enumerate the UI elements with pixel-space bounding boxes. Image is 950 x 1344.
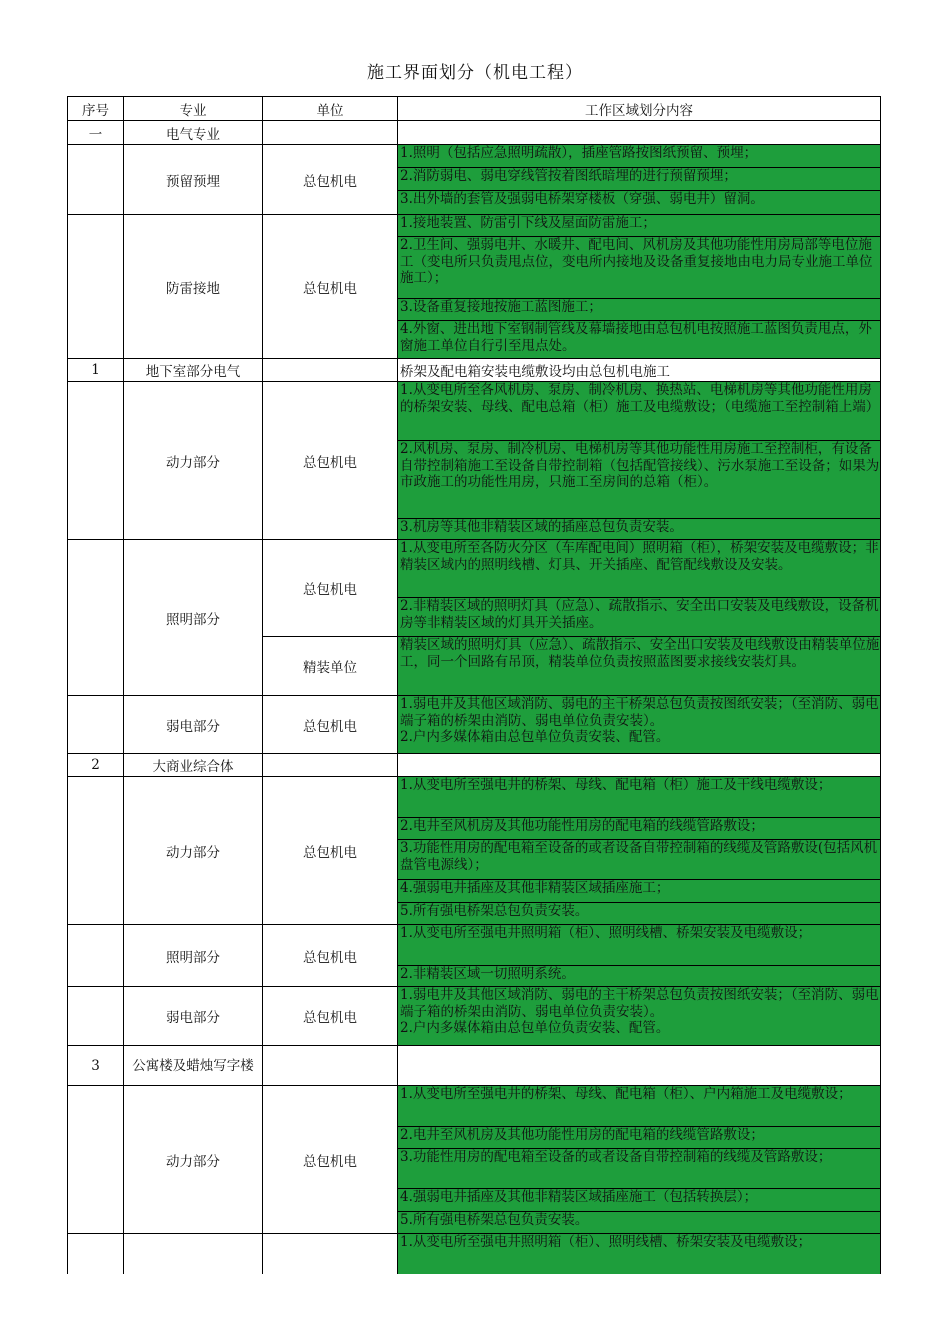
content-cell: 3.设备重复接地按施工蓝图施工； (398, 299, 881, 321)
empty-cell (263, 359, 398, 382)
table-row (68, 696, 881, 754)
unit-cell: 总包机电 (263, 987, 398, 1046)
unit-cell: 总包机电 (263, 1086, 398, 1234)
empty-cell (263, 121, 398, 145)
section-name: 地下室部分电气 (124, 359, 263, 382)
content-cell: 2.消防弱电、弱电穿线管按着图纸暗埋的进行预留预埋； (398, 168, 881, 191)
table-row (68, 1234, 881, 1274)
content-cell: 2.非精装区域的照明灯具（应急）、疏散指示、安全出口安装及电线敷设，设备机房等非精装区域的灯具开关插座。 (398, 598, 881, 637)
content-cell: 3.功能性用房的配电箱至设备的或者设备自带控制箱的线缆及管路敷设； (398, 1149, 881, 1189)
table-row (68, 540, 881, 598)
content-cell: 1.从变电所至强电井的桥架、母线、配电箱（柜）、户内箱施工及电缆敷设； (398, 1086, 881, 1127)
page-title: 施工界面划分（机电工程） (367, 63, 583, 83)
table-row (68, 382, 881, 441)
content-cell: 1.从变电所至强电井照明箱（柜）、照明线槽、桥架安装及电缆敷设； (398, 1234, 881, 1274)
section-no: 3 (68, 1046, 124, 1086)
section-row-commercial (68, 754, 881, 777)
empty-cell (68, 382, 124, 540)
unit-cell: 总包机电 (263, 777, 398, 925)
unit-cell: 总包机电 (263, 215, 398, 359)
empty-cell (68, 1086, 124, 1234)
content-cell: 1.从变电所至各防火分区（车库配电间）照明箱（柜），桥架安装及电缆敷设；非精装区域内的照明线槽、灯具、开关插座、配管配线敷设及安装。 (398, 540, 881, 598)
discipline-cell: 弱电部分 (124, 696, 263, 754)
header-unit: 单位 (263, 97, 398, 121)
table-row (68, 925, 881, 966)
empty-cell (263, 754, 398, 777)
content-cell: 4.强弱电井插座及其他非精装区域插座施工； (398, 880, 881, 903)
content-cell: 1.照明（包括应急照明疏散），插座管路按图纸预留、预埋； (398, 145, 881, 168)
section-row-electric (68, 121, 881, 145)
section-name: 大商业综合体 (124, 754, 263, 777)
unit-cell: 总包机电 (263, 145, 398, 215)
content-cell: 1.从变电所至强电井的桥架、母线、配电箱（柜）施工及干线电缆敷设； (398, 777, 881, 818)
unit-cell: 总包机电 (263, 696, 398, 754)
section-note: 桥架及配电箱安装电缆敷设均由总包机电施工 (398, 359, 881, 382)
section-name: 电气专业 (124, 121, 263, 145)
content-cell: 3.功能性用房的配电箱至设备的或者设备自带控制箱的线缆及管路敷设(包括风机盘管电源线）； (398, 840, 881, 880)
content-cell: 5.所有强电桥架总包负责安装。 (398, 1212, 881, 1234)
content-cell: 1.从变电所至各风机房、泵房、制冷机房、换热站、电梯机房等其他功能性用房的桥架安装、母线、配电总箱（柜）施工及电缆敷设；（电缆施工至控制箱上端） (398, 382, 881, 441)
content-cell: 2.卫生间、强弱电井、水暖井、配电间、风机房及其他功能性用房局部等电位施工（变电所只负责甩点位，变电所内接地及设备重复接地由电力局专业施工单位施工）； (398, 237, 881, 299)
empty-cell (68, 987, 124, 1046)
empty-cell (263, 1046, 398, 1086)
discipline-cell: 照明部分 (124, 540, 263, 696)
header-discipline: 专业 (124, 97, 263, 121)
empty-cell (398, 754, 881, 777)
content-cell: 2.风机房、泵房、制冷机房、电梯机房等其他功能性用房施工至控制柜，有设备自带控制箱施工至设备自带控制箱（包括配管接线）、污水泵施工至设备；如果为市政施工的功能性用房，只施工至房间的总箱（柜）。 (398, 441, 881, 519)
empty-cell (68, 696, 124, 754)
content-cell: 3.出外墙的套管及强弱电桥架穿楼板（穿强、弱电井）留洞。 (398, 191, 881, 215)
unit-cell: 总包机电 (263, 540, 398, 637)
empty-cell (68, 145, 124, 215)
discipline-cell: 动力部分 (124, 382, 263, 540)
table-row (68, 987, 881, 1046)
empty-cell (398, 1046, 881, 1086)
table-row (68, 215, 881, 237)
content-cell: 3.机房等其他非精装区域的插座总包负责安装。 (398, 519, 881, 540)
content-line: 1.弱电井及其他区域消防、弱电的主干桥架总包负责按图纸安装；（至消防、弱电端子箱的桥架由消防、弱电单位负责安装）。 (400, 696, 879, 729)
empty-cell (124, 1234, 263, 1274)
discipline-cell: 防雷接地 (124, 215, 263, 359)
discipline-cell: 预留预埋 (124, 145, 263, 215)
empty-cell (68, 925, 124, 987)
header-no: 序号 (68, 97, 124, 121)
interface-division-table (67, 96, 881, 1274)
section-name: 公寓楼及蜡烛写字楼 (124, 1046, 263, 1086)
content-cell: 5.所有强电桥架总包负责安装。 (398, 903, 881, 925)
content-cell: 精装区域的照明灯具（应急）、疏散指示、安全出口安装及电线敷设由精装单位施工，同一个回路有吊顶，精装单位负责按照蓝图要求接线安装灯具。 (398, 637, 881, 696)
content-cell: 4.强弱电井插座及其他非精装区域插座施工（包括转换层）； (398, 1189, 881, 1212)
section-row-basement (68, 359, 881, 382)
content-cell (398, 696, 881, 754)
table-row (68, 1086, 881, 1127)
header-row (68, 97, 881, 121)
table-row (68, 777, 881, 818)
content-cell: 2.非精装区域一切照明系统。 (398, 966, 881, 987)
unit-cell: 总包机电 (263, 382, 398, 540)
content-cell: 2.电井至风机房及其他功能性用房的配电箱的线缆管路敷设； (398, 1127, 881, 1149)
content-cell: 2.电井至风机房及其他功能性用房的配电箱的线缆管路敷设； (398, 818, 881, 840)
discipline-cell: 动力部分 (124, 777, 263, 925)
unit-cell: 总包机电 (263, 925, 398, 987)
section-no: 2 (68, 754, 124, 777)
content-line: 2.户内多媒体箱由总包单位负责安装、配管。 (400, 1020, 670, 1036)
discipline-cell: 弱电部分 (124, 987, 263, 1046)
empty-cell (398, 121, 881, 145)
empty-cell (68, 1234, 124, 1274)
content-cell: 1.接地装置、防雷引下线及屋面防雷施工； (398, 215, 881, 237)
empty-cell (263, 1234, 398, 1274)
empty-cell (68, 215, 124, 359)
table-row (68, 145, 881, 168)
discipline-cell: 动力部分 (124, 1086, 263, 1234)
section-row-apartment (68, 1046, 881, 1086)
section-no: 一 (68, 121, 124, 145)
header-content: 工作区域划分内容 (398, 97, 881, 121)
content-cell: 1.从变电所至强电井照明箱（柜）、照明线槽、桥架安装及电缆敷设； (398, 925, 881, 966)
empty-cell (68, 540, 124, 696)
section-no: 1 (68, 359, 124, 382)
unit-cell: 精装单位 (263, 637, 398, 696)
content-cell: 4.外窗、进出地下室钢制管线及幕墙接地由总包机电按照施工蓝图负责甩点，外窗施工单位自行引至甩点处。 (398, 321, 881, 359)
content-cell (398, 987, 881, 1046)
discipline-cell: 照明部分 (124, 925, 263, 987)
content-line: 2.户内多媒体箱由总包单位负责安装、配管。 (400, 729, 670, 745)
content-line: 1.弱电井及其他区域消防、弱电的主干桥架总包负责按图纸安装；（至消防、弱电端子箱的桥架由消防、弱电单位负责安装）。 (400, 987, 879, 1020)
empty-cell (68, 777, 124, 925)
